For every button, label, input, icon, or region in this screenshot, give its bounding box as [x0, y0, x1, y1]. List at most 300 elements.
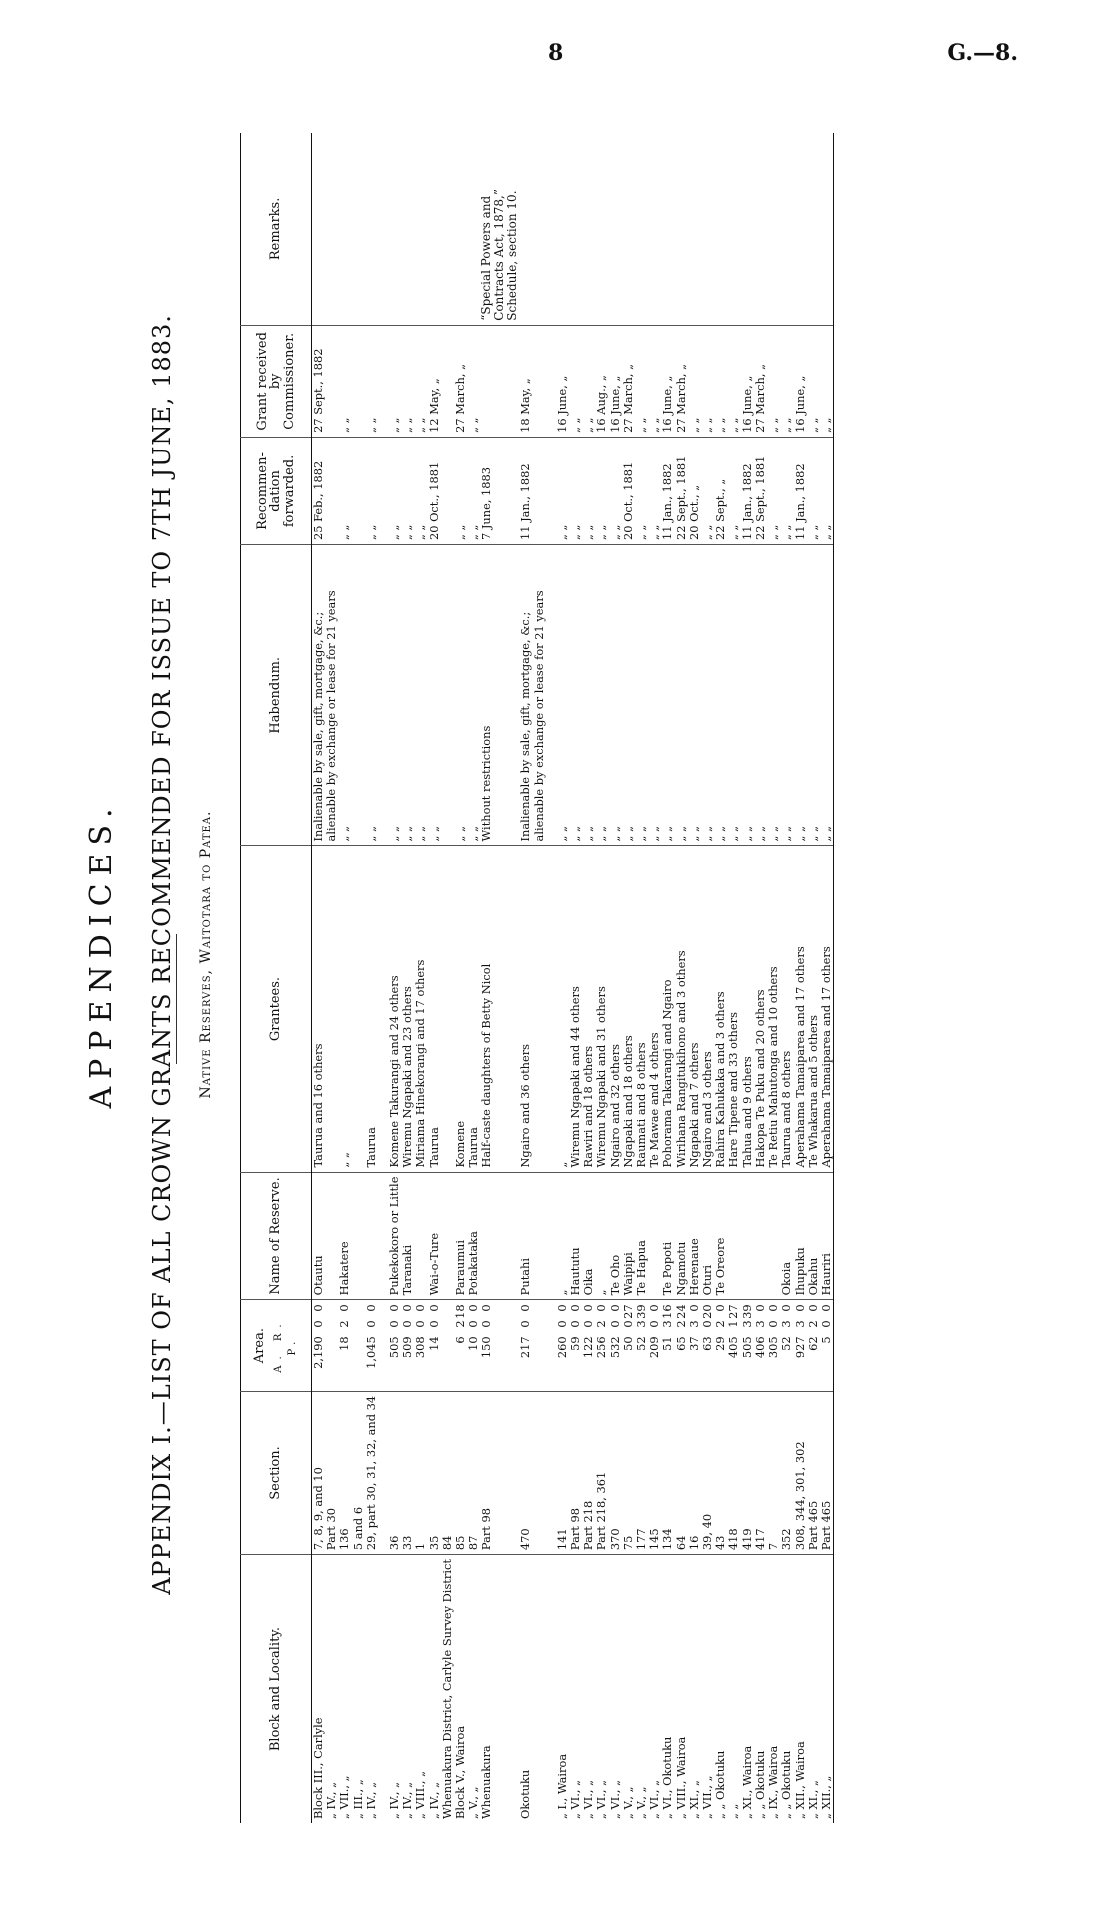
- cell-grantees: „: [556, 846, 569, 1172]
- cell-grant: 27 March, „: [675, 325, 688, 437]
- cell-habendum: „ „: [688, 545, 701, 846]
- cell-grant: „ „: [635, 325, 648, 437]
- section-subtitle: Native Reserves, Waitotara to Patea.: [198, 810, 214, 1099]
- cell-habendum: „ „: [648, 545, 661, 846]
- spacer-cell: [546, 133, 556, 325]
- cell-grant: „ „: [688, 325, 701, 437]
- table-row: [414, 133, 427, 1823]
- col-block: Block and Locality.: [241, 1555, 312, 1823]
- cell-recommendation: „ „: [609, 437, 622, 544]
- table-row: [635, 133, 648, 1823]
- cell-habendum: „ „: [365, 545, 378, 846]
- table-row: [338, 133, 351, 1823]
- cell-section: Part 465: [807, 1391, 820, 1554]
- cell-area: [480, 1300, 519, 1392]
- area-a: 29: [713, 1336, 728, 1351]
- cell-area: [428, 1300, 441, 1392]
- cell-grant: „ „: [780, 325, 793, 437]
- cell-recommendation: 22 Sept., 1881: [675, 437, 688, 544]
- area-p: 0: [607, 1304, 622, 1312]
- cell-grant: [480, 325, 519, 437]
- cell-section: 417: [754, 1391, 767, 1554]
- cell-block: „ „ Okotuku: [714, 1555, 727, 1823]
- cell-block: „ XII., „: [820, 1555, 834, 1823]
- cell-recommendation: „ „: [820, 437, 834, 544]
- cell-remarks: “Special Powers and Contracts Act, 1878,” Schedule, section 10.: [479, 189, 520, 321]
- col-area-units: A. R. P.: [273, 1318, 298, 1373]
- cell-recommendation: „ „: [648, 437, 661, 544]
- cell-habendum: „ „: [754, 545, 767, 846]
- cell-recommendation: 11 Jan., 1882: [519, 437, 532, 544]
- area-a: 256: [594, 1336, 609, 1359]
- table-row: [388, 133, 401, 1823]
- cell-remarks: [338, 133, 351, 325]
- cell-block: „ „ Okotuku: [754, 1555, 767, 1823]
- cell-grant: 16 June, „: [741, 325, 754, 437]
- cell-grantees: [352, 846, 365, 1172]
- cell-remarks: [675, 133, 688, 325]
- cell-block: „ III., „: [352, 1555, 365, 1823]
- cell-block: Block V., Wairoa: [454, 1555, 467, 1823]
- area-p: 18: [453, 1304, 468, 1319]
- cell-reserve: Okoia: [780, 1172, 793, 1300]
- area-a: 18: [337, 1336, 352, 1351]
- cell-remarks: [325, 133, 338, 325]
- cell-habendum: „ „: [714, 545, 727, 846]
- table-row: [675, 133, 688, 1823]
- table-body: [312, 133, 834, 1823]
- area-a: 260: [554, 1336, 569, 1359]
- area-a: 217: [518, 1336, 533, 1359]
- cell-reserve: Potakataka: [467, 1172, 480, 1300]
- area-p: 0: [752, 1304, 767, 1312]
- area-r: 3: [779, 1320, 794, 1328]
- cell-block: „ V., „: [635, 1555, 648, 1823]
- cell-reserve: [727, 1172, 740, 1300]
- cell-grant: „ „: [414, 325, 427, 437]
- cell-remarks: [727, 133, 740, 325]
- cell-habendum: [352, 545, 365, 846]
- area-p: 0: [766, 1304, 781, 1312]
- cell-remarks: [794, 133, 807, 325]
- area-r: 2: [673, 1320, 688, 1328]
- table-row: [595, 133, 608, 1823]
- cell-block: Whenuakura: [480, 1555, 519, 1823]
- cell-remarks: [741, 133, 754, 325]
- cell-block: „ VIII., Wairoa: [675, 1555, 688, 1823]
- cell-section: [533, 1391, 546, 1554]
- cell-section: 85: [454, 1391, 467, 1554]
- cell-habendum: „ „: [388, 545, 401, 846]
- cell-grantees: Wiremu Ngapaki and 23 others: [401, 846, 414, 1172]
- cell-grant: „ „: [807, 325, 820, 437]
- cell-habendum: [441, 545, 454, 846]
- cell-reserve: Okahu: [807, 1172, 820, 1300]
- cell-recommendation: 25 Feb., 1882: [312, 437, 326, 544]
- table-row: [454, 133, 467, 1823]
- cell-reserve: Wai-o-Ture: [428, 1172, 441, 1300]
- col-reserve: Name of Reserve.: [241, 1172, 312, 1300]
- area-p: 0: [581, 1304, 596, 1312]
- cell-remarks: [701, 133, 714, 325]
- cell-grantees: Wirihana Rangitukihono and 3 others: [675, 846, 688, 1172]
- cell-grantees: Ngairo and 32 others: [609, 846, 622, 1172]
- cell-block: Block III., Carlyle: [312, 1555, 326, 1823]
- cell-recommendation: 20 Oct., 1881: [428, 437, 441, 544]
- cell-block: Whenuakura District, Carlyle Survey District: [441, 1555, 454, 1823]
- cell-habendum: „ „: [820, 545, 834, 846]
- cell-block: „ IV., „: [365, 1555, 378, 1823]
- cell-section: 7, 8, 9, and 10: [312, 1391, 326, 1554]
- area-a: 122: [581, 1336, 596, 1359]
- cell-recommendation: 11 Jan., 1882: [661, 437, 674, 544]
- area-r: 2: [337, 1320, 352, 1328]
- table-row: [714, 133, 727, 1823]
- cell-block: „ „: [727, 1555, 740, 1823]
- cell-habendum: „ „: [338, 545, 351, 846]
- cell-section: 87: [467, 1391, 480, 1554]
- table-row: [480, 133, 519, 1823]
- table-row: [661, 133, 674, 1823]
- area-a: 509: [400, 1336, 415, 1359]
- area-r: 2: [805, 1320, 820, 1328]
- cell-habendum: „ „: [609, 545, 622, 846]
- cell-grant: 27 March, „: [622, 325, 635, 437]
- cell-area: [338, 1300, 351, 1392]
- cell-recommendation: 20 Oct., „: [688, 437, 701, 544]
- table-row: [556, 133, 569, 1823]
- table-row: [533, 133, 546, 1823]
- cell-block: „ VI., „: [648, 1555, 661, 1823]
- area-p: 0: [594, 1304, 609, 1312]
- area-r: 0: [363, 1320, 378, 1328]
- area-r: 0: [479, 1320, 494, 1328]
- cell-block: „ VII., „: [338, 1555, 351, 1823]
- cell-grantees: Aperahama Tamaiparea and 17 others: [794, 846, 807, 1172]
- table-row: [741, 133, 754, 1823]
- table-row: [820, 133, 834, 1823]
- cell-area: [727, 1300, 740, 1392]
- cell-section: Part 218, 361: [595, 1391, 608, 1554]
- cell-habendum: „ „: [701, 545, 714, 846]
- area-p: 0: [568, 1304, 583, 1312]
- table-row: [519, 133, 532, 1823]
- cell-recommendation: „ „: [454, 437, 467, 544]
- cell-remarks: [661, 133, 674, 325]
- table-row: [727, 133, 740, 1823]
- cell-recommendation: „ „: [467, 437, 480, 544]
- cell-remarks: [688, 133, 701, 325]
- cell-reserve: „: [595, 1172, 608, 1300]
- cell-area: [807, 1300, 820, 1392]
- cell-grant: „ „: [714, 325, 727, 437]
- cell-area: [312, 1300, 326, 1392]
- area-r: 0: [554, 1320, 569, 1328]
- cell-remarks: [820, 133, 834, 325]
- cell-grantees: Pohorama Takarangi and Ngairo: [661, 846, 674, 1172]
- cell-habendum: „ „: [595, 545, 608, 846]
- cell-grantees: Komene: [454, 846, 467, 1172]
- cell-block: Okotuku: [519, 1555, 532, 1823]
- cell-recommendation: „ „: [767, 437, 780, 544]
- cell-habendum: „ „: [675, 545, 688, 846]
- cell-grant: 16 Aug., „: [595, 325, 608, 437]
- col-area: [241, 1300, 312, 1392]
- header-row: [241, 133, 312, 1823]
- cell-habendum: „ „: [780, 545, 793, 846]
- cell-area: [675, 1300, 688, 1392]
- cell-grant: „ „: [467, 325, 480, 437]
- col-area-label: Area.: [252, 1328, 268, 1364]
- area-a: 505: [739, 1336, 754, 1359]
- cell-grantees: Taurua: [428, 846, 441, 1172]
- cell-reserve: Taranaki: [401, 1172, 414, 1300]
- cell-grantees: Ngapaki and 7 others: [688, 846, 701, 1172]
- col-habendum: Habendum.: [241, 545, 312, 846]
- cell-section: 7: [767, 1391, 780, 1554]
- cell-grant: 16 June, „: [794, 325, 807, 437]
- cell-section: 29, part 30, 31, 32, and 34: [365, 1391, 378, 1554]
- cell-habendum: „ „: [741, 545, 754, 846]
- area-a: 62: [805, 1336, 820, 1351]
- area-p: 0: [363, 1304, 378, 1312]
- cell-recommendation: „ „: [388, 437, 401, 544]
- cell-block: „ IV., „: [401, 1555, 414, 1823]
- area-a: 2,190: [311, 1336, 325, 1369]
- cell-remarks: [648, 133, 661, 325]
- cell-recommendation: 20 Oct., 1881: [622, 437, 635, 544]
- cell-grantees: Wiremu Ngapaki and 44 others: [569, 846, 582, 1172]
- area-p: 0: [387, 1304, 402, 1312]
- cell-section: Part 98: [480, 1391, 519, 1554]
- cell-area: [533, 1300, 546, 1392]
- cell-area: [595, 1300, 608, 1392]
- area-p: 24: [673, 1304, 688, 1319]
- cell-remarks: [414, 133, 427, 325]
- col-grant-received: Grant received by Commissioner.: [241, 325, 312, 437]
- cell-remarks: [569, 133, 582, 325]
- cell-recommendation: [352, 437, 365, 544]
- cell-recommendation: „ „: [595, 437, 608, 544]
- cell-reserve: [365, 1172, 378, 1300]
- cell-area: [661, 1300, 674, 1392]
- cell-grant: „ „: [701, 325, 714, 437]
- cell-section: 39, 40: [701, 1391, 714, 1554]
- cell-remarks: [754, 133, 767, 325]
- area-p: 0: [779, 1304, 794, 1312]
- area-r: 0: [647, 1320, 662, 1328]
- cell-block: „ I., Wairoa: [556, 1555, 569, 1823]
- area-p: 0: [400, 1304, 415, 1312]
- cell-habendum: Inalienable by sale, gift, mortgage, &c.;: [312, 545, 326, 846]
- area-p: 0: [713, 1304, 728, 1312]
- cell-habendum: alienable by exchange or lease for 21 years: [325, 545, 338, 846]
- area-r: 0: [581, 1320, 596, 1328]
- table-row: [701, 133, 714, 1823]
- cell-block: „ VII., „: [701, 1555, 714, 1823]
- cell-reserve: Hakatere: [338, 1172, 351, 1300]
- cell-grantees: Ngairo and 36 others: [519, 846, 532, 1172]
- cell-area: [519, 1300, 532, 1392]
- cell-grantees: „ „: [338, 846, 351, 1172]
- table-row: [622, 133, 635, 1823]
- cell-section: 64: [675, 1391, 688, 1554]
- cell-grant: [352, 325, 365, 437]
- cell-grant: „ „: [365, 325, 378, 437]
- cell-grantees: Half-caste daughters of Betty Nicol: [480, 846, 519, 1172]
- cell-section: 145: [648, 1391, 661, 1554]
- cell-section: 470: [519, 1391, 532, 1554]
- cell-grantees: Taurua and 8 others: [780, 846, 793, 1172]
- area-p: 27: [620, 1304, 635, 1319]
- cell-habendum: „ „: [794, 545, 807, 846]
- cell-area: [609, 1300, 622, 1392]
- area-r: 0: [387, 1320, 402, 1328]
- cell-recommendation: „ „: [807, 437, 820, 544]
- area-p: 20: [700, 1304, 715, 1319]
- cell-remarks: [352, 133, 365, 325]
- area-p: 0: [818, 1304, 833, 1312]
- cell-grantees: Te Whakarua and 5 others: [807, 846, 820, 1172]
- cell-habendum: „ „: [401, 545, 414, 846]
- area-p: 0: [311, 1304, 325, 1312]
- cell-habendum: „ „: [556, 545, 569, 846]
- area-p: 0: [466, 1304, 481, 1312]
- cell-section: 33: [401, 1391, 414, 1554]
- area-r: 3: [686, 1320, 701, 1328]
- cell-recommendation: „ „: [780, 437, 793, 544]
- cell-habendum: „ „: [635, 545, 648, 846]
- cell-recommendation: 7 June, 1883: [480, 437, 519, 544]
- cell-section: 75: [622, 1391, 635, 1554]
- cell-block: „ VIII., „: [414, 1555, 427, 1823]
- col-grantees: Grantees.: [241, 846, 312, 1172]
- area-a: 63: [700, 1336, 715, 1351]
- cell-habendum: „ „: [467, 545, 480, 846]
- cell-grant: „ „: [388, 325, 401, 437]
- cell-remarks: [635, 133, 648, 325]
- area-a: 927: [792, 1336, 807, 1359]
- col-section: Section.: [241, 1391, 312, 1554]
- cell-habendum: „ „: [569, 545, 582, 846]
- cell-reserve: Te Oreore: [714, 1172, 727, 1300]
- cell-block: „ VI., „: [569, 1555, 582, 1823]
- spacer-cell: [378, 1391, 388, 1554]
- cell-habendum: Without restrictions: [480, 545, 519, 846]
- cell-grantees: Taurua and 16 others: [312, 846, 326, 1172]
- cell-grant: 27 March, „: [754, 325, 767, 437]
- table-row: [609, 133, 622, 1823]
- cell-section: 418: [727, 1391, 740, 1554]
- cell-block: „ IX., Wairoa: [767, 1555, 780, 1823]
- cell-reserve: Te Popoti: [661, 1172, 674, 1300]
- cell-reserve: Waipipi: [622, 1172, 635, 1300]
- cell-remarks: [767, 133, 780, 325]
- cell-grantees: Komene Takurangi and 24 others: [388, 846, 401, 1172]
- spacer-cell: [546, 545, 556, 846]
- area-p: 0: [426, 1304, 441, 1312]
- area-a: 14: [426, 1336, 441, 1351]
- cell-habendum: „ „: [428, 545, 441, 846]
- area-a: 10: [466, 1336, 481, 1351]
- table-row: [807, 133, 820, 1823]
- cell-remarks: [622, 133, 635, 325]
- cell-grantees: Hare Tipene and 33 others: [727, 846, 740, 1172]
- area-r: 1: [726, 1320, 741, 1328]
- area-p: 0: [337, 1304, 352, 1312]
- cell-area: [365, 1300, 378, 1392]
- area-r: 3: [752, 1320, 767, 1328]
- area-a: 406: [752, 1336, 767, 1359]
- cell-recommendation: 22 Sept., „: [714, 437, 727, 544]
- col-recommendation: Recommen-dation forwarded.: [241, 437, 312, 544]
- cell-reserve: [533, 1172, 546, 1300]
- cell-grantees: Te Retiu Mahutonga and 10 others: [767, 846, 780, 1172]
- cell-section: 141: [556, 1391, 569, 1554]
- cell-section: Part 30: [325, 1391, 338, 1554]
- cell-reserve: Te Oho: [609, 1172, 622, 1300]
- table-row: [794, 133, 807, 1823]
- cell-section: 308, 344, 301, 302: [794, 1391, 807, 1554]
- area-p: 27: [726, 1304, 741, 1319]
- cell-recommendation: „ „: [727, 437, 740, 544]
- spacer-cell: [546, 846, 556, 1172]
- cell-grant: „ „: [820, 325, 834, 437]
- cell-recommendation: „ „: [338, 437, 351, 544]
- area-r: 0: [518, 1320, 533, 1328]
- cell-block: „ IV., „: [388, 1555, 401, 1823]
- area-r: 2: [713, 1320, 728, 1328]
- cell-reserve: Ihupuku: [794, 1172, 807, 1300]
- cell-grant: „ „: [401, 325, 414, 437]
- table-row: [428, 133, 441, 1823]
- area-a: 52: [634, 1336, 649, 1351]
- cell-section: 177: [635, 1391, 648, 1554]
- cell-section: 136: [338, 1391, 351, 1554]
- cell-remarks: [780, 133, 793, 325]
- area-p: 0: [518, 1304, 533, 1312]
- cell-remarks: [454, 133, 467, 325]
- area-a: 5: [818, 1336, 833, 1344]
- cell-reserve: „: [556, 1172, 569, 1300]
- cell-remarks: [556, 133, 569, 325]
- table-row: [767, 133, 780, 1823]
- area-r: 0: [620, 1320, 635, 1328]
- cell-remarks: [595, 133, 608, 325]
- spacer-cell: [378, 133, 388, 325]
- area-r: 3: [792, 1320, 807, 1328]
- area-a: 65: [673, 1336, 688, 1351]
- table-row: [365, 133, 378, 1823]
- cell-grant: 18 May, „: [519, 325, 532, 437]
- title-rule: [176, 934, 177, 1064]
- cell-remarks: [428, 133, 441, 325]
- cell-grant: 16 June, „: [609, 325, 622, 437]
- cell-section: Part 218: [582, 1391, 595, 1554]
- area-a: 308: [413, 1336, 428, 1359]
- page-heading: APPENDICES.: [84, 800, 119, 1109]
- cell-reserve: Herenaue: [688, 1172, 701, 1300]
- cell-section: 84: [441, 1391, 454, 1554]
- cell-section: 35: [428, 1391, 441, 1554]
- table-row: [325, 133, 338, 1823]
- cell-grantees: Hakopa Te Puku and 20 others: [754, 846, 767, 1172]
- cell-recommendation: [533, 437, 546, 544]
- cell-area: [352, 1300, 365, 1392]
- cell-recommendation: „ „: [365, 437, 378, 544]
- area-p: 39: [739, 1304, 754, 1319]
- cell-grantees: [325, 846, 338, 1172]
